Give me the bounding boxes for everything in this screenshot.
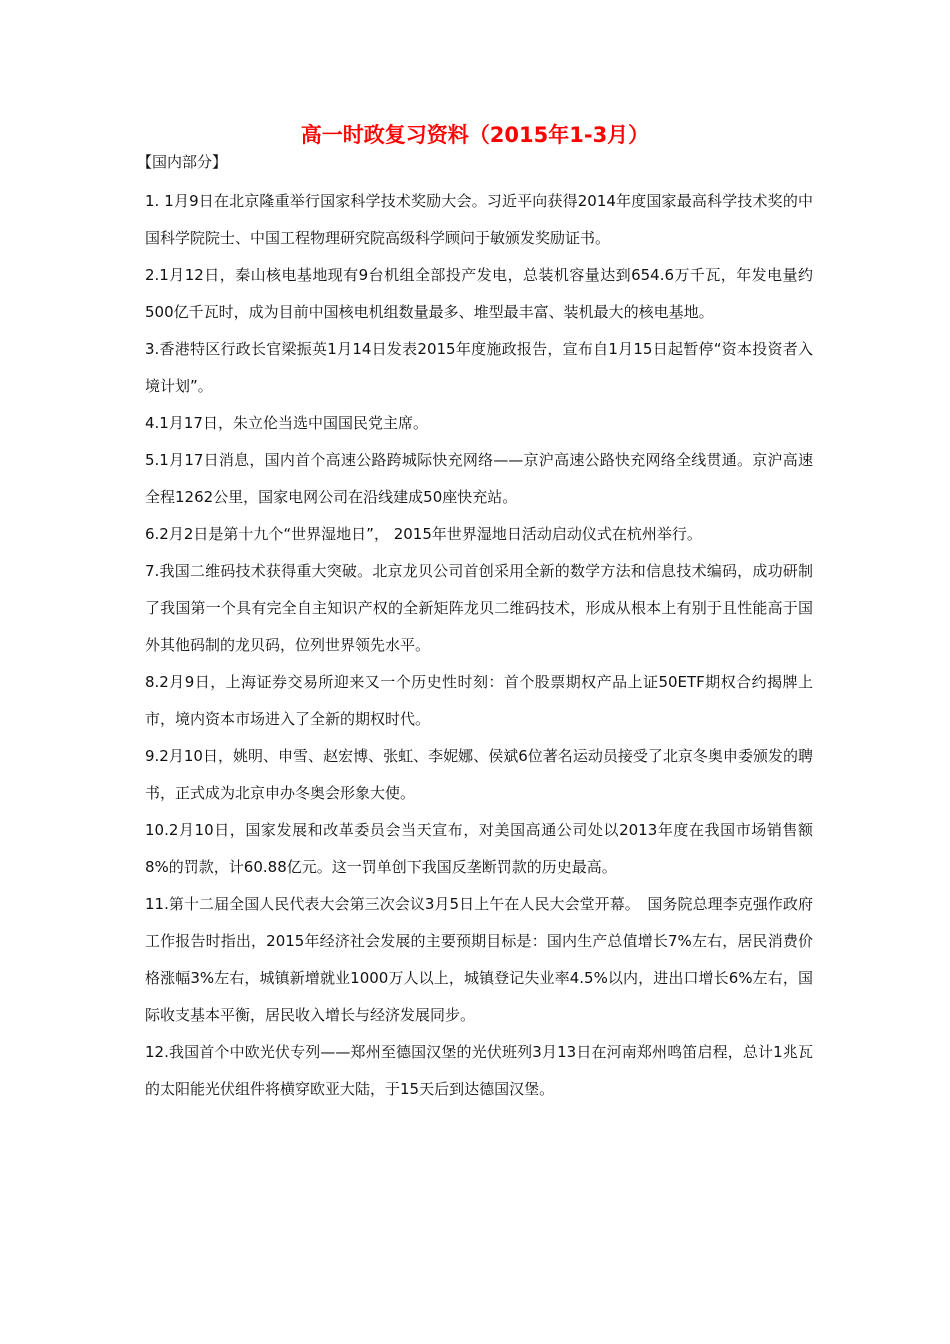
news-item-10: 10.2月10日，国家发展和改革委员会当天宣布，对美国高通公司处以2013年度在我国市场销售额8%的罚款，计60.88亿元。这一罚单创下我国反垄断罚款的历史最高。: [145, 821, 813, 876]
document-title: 高一时政复习资料（2015年1-3月）: [300, 123, 650, 147]
news-item-5: 5.1月17日消息，国内首个高速公路跨城际快充网络——京沪高速公路快充网络全线贯通。京沪高速全程1262公里，国家电网公司在沿线建成50座快充站。: [145, 451, 813, 506]
news-item-12: 12.我国首个中欧光伏专列——郑州至德国汉堡的光伏班列3月13日在河南郑州鸣笛启程，总计1兆瓦的太阳能光伏组件将横穿欧亚大陆，于15天后到达德国汉堡。: [145, 1043, 813, 1098]
news-item-8: 8.2月9日，上海证券交易所迎来又一个历史性时刻：首个股票期权产品上证50ETF期权合约揭牌上市，境内资本市场进入了全新的期权时代。: [145, 673, 813, 728]
news-item-11: 11.第十二届全国人民代表大会第三次会议3月5日上午在人民大会堂开幕。 国务院总理李克强作政府工作报告时指出，2015年经济社会发展的主要预期目标是：国内生产总值增长7%左右，居民消费价格涨幅3%左右，城镇新增就业1000万人以上，城镇登记失业率4.5%以内，进出口增长6%左右，国际收支基本平衡，居民收入增长与经济发展同步。: [145, 895, 813, 1024]
news-item-2: 2.1月12日，秦山核电基地现有9台机组全部投产发电，总装机容量达到654.6万千瓦，年发电量约500亿千瓦时，成为目前中国核电机组数量最多、堆型最丰富、装机最大的核电基地。: [145, 266, 813, 321]
news-item-9: 9.2月10日，姚明、申雪、赵宏博、张虹、李妮娜、侯斌6位著名运动员接受了北京冬奥申委颁发的聘书，正式成为北京申办冬奥会形象大使。: [145, 747, 813, 802]
section-heading: 【国内部分】: [137, 153, 228, 171]
news-item-4: 4.1月17日，朱立伦当选中国国民党主席。: [145, 414, 428, 432]
news-item-1: 1. 1月9日在北京隆重举行国家科学技术奖励大会。习近平向获得2014年度国家最高科学技术奖的中国科学院院士、中国工程物理研究院高级科学顾问于敏颁发奖励证书。: [145, 192, 813, 247]
news-item-6: 6.2月2日是第十九个“世界湿地日”， 2015年世界湿地日活动启动仪式在杭州举行。: [145, 525, 702, 543]
news-list: [145, 183, 813, 1108]
news-item-3: 3.香港特区行政长官梁振英1月14日发表2015年度施政报告，宣布自1月15日起暂停“资本投资者入境计划”。: [145, 340, 813, 395]
news-item-7: 7.我国二维码技术获得重大突破。北京龙贝公司首创采用全新的数学方法和信息技术编码，成功研制了我国第一个具有完全自主知识产权的全新矩阵龙贝二维码技术，形成从根本上有别于且性能高于国外其他码制的龙贝码，位列世界领先水平。: [145, 562, 813, 654]
